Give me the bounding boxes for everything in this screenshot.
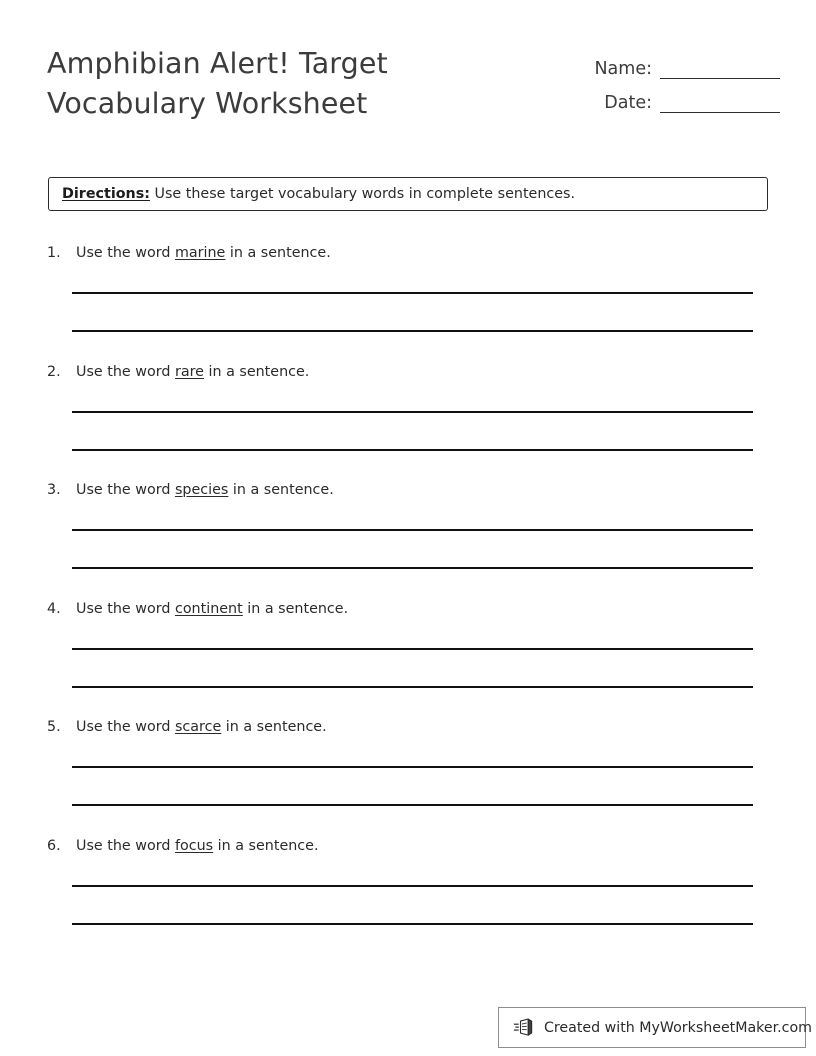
name-label: Name:: [594, 59, 652, 79]
answer-write-line[interactable]: [72, 529, 753, 531]
question-text: [76, 600, 348, 618]
question-text: [76, 481, 334, 499]
question-text: [76, 718, 327, 736]
question-item: [0, 240, 816, 359]
question-item: [0, 714, 816, 833]
question-text-prefix: Use the word: [76, 600, 175, 617]
worksheet-header: [0, 0, 816, 150]
answer-write-line[interactable]: [72, 686, 753, 688]
question-text-suffix: in a sentence.: [242, 600, 349, 617]
directions-body: Use these target vocabulary words in complete sentences.: [149, 186, 576, 202]
date-input-line[interactable]: [660, 112, 780, 113]
answer-write-line[interactable]: [72, 411, 753, 413]
question-text-prefix: Use the word: [76, 837, 175, 854]
answer-write-line[interactable]: [72, 648, 753, 650]
question-number: 2.: [47, 363, 61, 380]
question-item: [0, 833, 816, 952]
question-text-prefix: Use the word: [76, 363, 175, 380]
question-number: 5.: [47, 719, 61, 736]
name-date-block: [520, 48, 780, 116]
answer-write-line[interactable]: [72, 330, 753, 332]
answer-write-line[interactable]: [72, 449, 753, 451]
answer-write-line[interactable]: [72, 885, 753, 887]
vocabulary-word: scarce: [174, 719, 222, 736]
vocabulary-word: continent: [174, 600, 243, 617]
date-label: Date:: [604, 93, 652, 113]
question-text-suffix: in a sentence.: [213, 837, 319, 854]
question-text-suffix: in a sentence.: [203, 363, 310, 380]
answer-write-line[interactable]: [72, 567, 753, 569]
name-row: [520, 48, 780, 82]
vocabulary-word: rare: [174, 363, 204, 380]
question-text-suffix: in a sentence.: [228, 482, 334, 499]
question-number: 6.: [47, 837, 61, 854]
question-number: 1.: [47, 245, 61, 261]
footer-attribution-badge[interactable]: [498, 1007, 812, 1048]
vocabulary-word: marine: [174, 245, 226, 261]
question-item: [0, 359, 816, 478]
question-text: [76, 244, 331, 262]
page-title: Amphibian Alert! Target Vocabulary Worksheet: [47, 47, 388, 120]
question-number: 4.: [47, 600, 61, 617]
footer-attribution-text: Created with MyWorksheetMaker.com: [544, 1019, 812, 1036]
answer-write-line[interactable]: [72, 766, 753, 768]
question-text-suffix: in a sentence.: [221, 719, 327, 736]
directions-text: [49, 185, 575, 203]
question-text-prefix: Use the word: [76, 245, 175, 261]
answer-write-line[interactable]: [72, 804, 753, 806]
answer-write-line[interactable]: [72, 923, 753, 925]
directions-box: [48, 177, 768, 211]
question-text: [76, 837, 319, 855]
answer-write-line[interactable]: [72, 292, 753, 294]
question-list: [0, 240, 816, 952]
worksheet-maker-logo-icon: [513, 1017, 535, 1039]
directions-label: Directions:: [62, 186, 150, 202]
vocabulary-word: focus: [174, 837, 214, 854]
question-text-prefix: Use the word: [76, 482, 175, 499]
date-row: [520, 82, 780, 116]
question-text-suffix: in a sentence.: [225, 245, 331, 261]
vocabulary-word: species: [174, 482, 229, 499]
question-text-prefix: Use the word: [76, 719, 175, 736]
name-input-line[interactable]: [660, 78, 780, 79]
question-item: [0, 477, 816, 596]
question-item: [0, 596, 816, 715]
question-text: [76, 363, 309, 381]
question-number: 3.: [47, 482, 61, 499]
